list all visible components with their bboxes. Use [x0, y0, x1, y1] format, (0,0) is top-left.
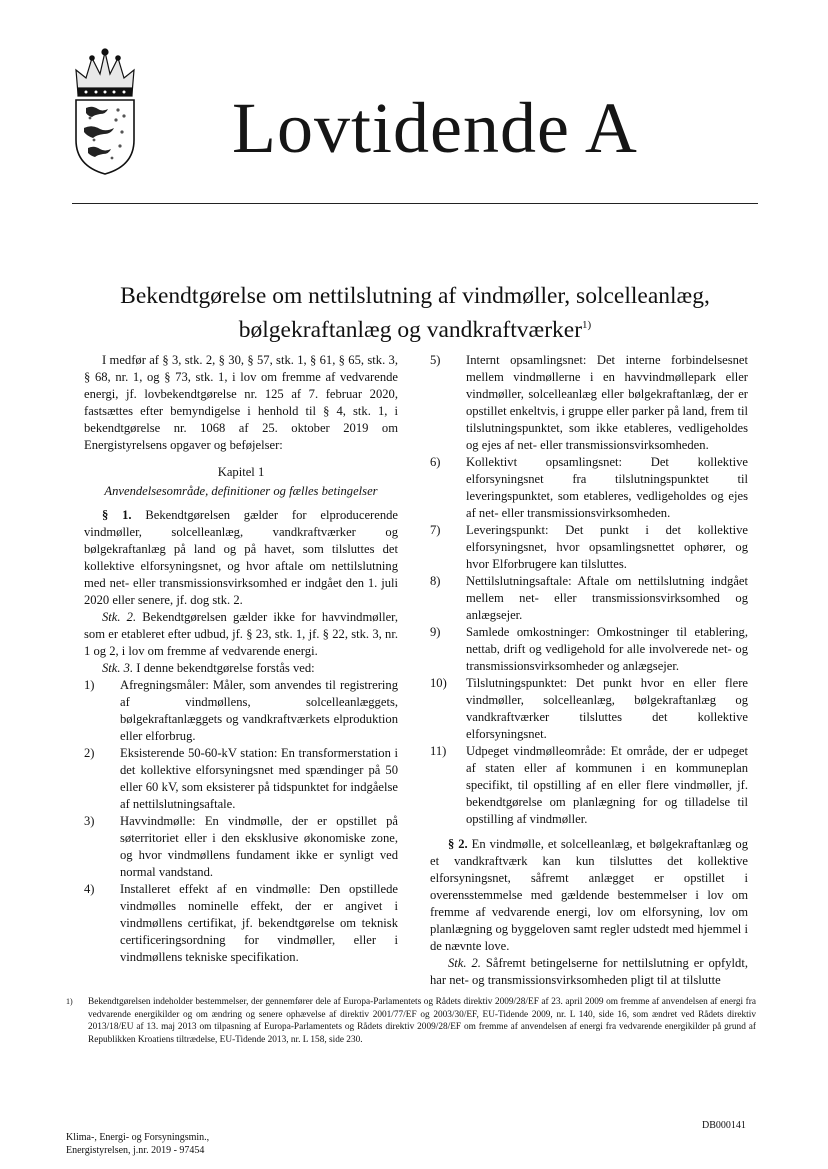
item-text: Samlede omkostninger: Omkostninger til etablering, nettab, drift og vedligehold for alle involverede net- og transmissionsvirksomheder og anlægsejer. [466, 625, 748, 673]
definition-item [430, 573, 748, 624]
ministry-reference [66, 1131, 209, 1157]
item-number: 2) [84, 746, 95, 760]
footnote-text: Bekendtgørelsen indeholder bestemmelser, der gennemfører dele af Europa-Parlamentets og Rådets direktiv 2009/28/EF af 23. april 2009 om fremme af anvendelsen af energi fra vedvarende energikilder og om ændring og senere ophævelse af direktiv 2001/77/EF og 2003/30/EF, EU-Tidende 2009, nr. L 140, side 16, som ændret ved Rådets direktiv 2013/18/EU af 13. maj 2013 om tilpasning af Europa-Parlamentets og Rådets direktiv 2009/28/EF om fremme af anvendelsen af energi fra vedvarende energikilder på grund af Republikken Kroatiens tiltrædelse, EU-Tidende 2013, nr. L 158, side 230. [88, 997, 756, 1045]
title-footnote-ref[interactable]: 1) [582, 319, 592, 331]
definition-item [84, 881, 398, 966]
chapter-subtitle: Anvendelsesområde, definitioner og fælles betingelser [104, 484, 378, 498]
section-2-stk-2-label: Stk. 2. [448, 956, 481, 970]
item-text: Tilslutningspunktet: Det punkt hvor en eller flere vindmøller, solcelleanlæg, bølgekraftanlæg og vandkraftværker tilsluttes det kollektive elforsyningsnet. [466, 676, 748, 741]
item-text: Udpeget vindmølleområde: Et område, der er udpeget af staten eller af kommunen i en kommuneplan specifikt, til opstilling af en eller flere vindmøller, jf. bekendtgørelse om planlægning for og tilladelse til opstilling af vindmøller. [466, 744, 748, 826]
footnote-mark: 1) [66, 997, 73, 1006]
document-title-text: Bekendtgørelse om nettilslutning af vindmøller, solcelleanlæg, bølgekraftanlæg og vandkraftværker [120, 283, 710, 343]
section-2-stk-2-text: Såfremt betingelserne for nettilslutning er opfyldt, har net- og transmissionsvirksomheden pligt til at tilslutte [430, 956, 748, 987]
section-1-stk-2 [84, 609, 398, 660]
section-1-stk-3 [84, 660, 398, 677]
definition-item [84, 745, 398, 813]
left-column [84, 352, 398, 966]
item-number: 4) [84, 882, 95, 896]
footnote [66, 996, 756, 1046]
stk-2-label: Stk. 2. [102, 610, 137, 624]
item-text: Leveringspunkt: Det punkt i det kollektive elforsyningsnet, hvor opsamlingsnettet ophører, og hvor Elforbrugere kan tilsluttes. [466, 523, 748, 571]
section-2-mark: § 2. [448, 837, 468, 851]
item-number: 9) [430, 625, 441, 639]
intro-paragraph: I medfør af § 3, stk. 2, § 30, § 57, stk. 1, § 61, § 65, stk. 3, § 68, nr. 1, og § 73, stk. 1, i lov om fremme af vedvarende energi, jf. lovbekendtgørelse nr. 125 af 7. februar 2020, fastsættes efter bemyndigelse i henhold til § 4, stk. 1, i bekendtgørelse nr. 1068 af 25. oktober 2019 om Energistyrelsens opgaver og beføjelser: [84, 353, 398, 452]
stk-2-text: Bekendtgørelsen gælder ikke for havvindmøller, som er etableret efter udbud, jf. § 23, stk. 1, jf. § 22, stk. 3, nr. 1 og 2, i lov om fremme af vedvarende energi. [84, 610, 398, 658]
definition-item [430, 675, 748, 743]
item-text: Kollektivt opsamlingsnet: Det kollektive elforsyningsnet fra tilslutningspunktet til leveringspunktet, som etableres, vedligeholdes og ejes af net- eller transmissionsvirksomheden. [466, 455, 748, 520]
item-number: 11) [430, 744, 447, 758]
definition-item [430, 352, 748, 454]
publication-masthead: Lovtidende A [232, 88, 638, 168]
item-text: Afregningsmåler: Måler, som anvendes til registrering af vindmøllens, solcelleanlæggets, bølgekraftanlæggets og vandkraftværkets elproduktion eller elforbrug. [120, 678, 398, 743]
item-number: 10) [430, 676, 447, 690]
definition-item [84, 677, 398, 745]
section-1-mark: § 1. [102, 508, 132, 522]
danish-royal-crest-icon [72, 48, 138, 176]
item-text: Internt opsamlingsnet: Det interne forbindelsesnet mellem vindmøllerne i en havvindmøllepark eller vindmøller, solcelleanlæg eller bølgekraftanlæg, der er opstillet enkeltvis, i gruppe eller parker på land, frem til tilslutningspunktet, som ikke etableres, vedligeholdes og ejes af net- eller transmissionsvirksomheden. [466, 353, 748, 452]
chapter-heading: Kapitel 1 [217, 465, 265, 479]
definition-item [430, 624, 748, 675]
stk-3-text: I denne bekendtgørelse forstås ved: [133, 661, 315, 675]
item-number: 7) [430, 523, 441, 537]
item-text: Installeret effekt af en vindmølle: Den opstillede vindmølles nominelle effekt, der er angivet i vindmøllens certifikat, jf. bekendtgørelse om teknisk certificeringsordning for vindmøller, eller i vindmøllens tekniske specifikation. [120, 882, 398, 964]
section-2-text: En vindmølle, et solcelleanlæg, et bølgekraftanlæg og et vandkraftværk kan kun tilsluttes det kollektive elforsyningsnet, såfremt anlægget er opstillet i overensstemmelse med gældende bestemmelser i lov om fremme af vedvarende energi, lov om elforsyning, lov om planlægning og byggeloven samt regler udstedt med hjemmel i de nævnte love. [430, 837, 748, 953]
item-number: 5) [430, 353, 441, 367]
definition-item [430, 454, 748, 522]
definition-item [84, 813, 398, 881]
item-number: 6) [430, 455, 441, 469]
item-number: 8) [430, 574, 441, 588]
section-2-stk-2 [430, 955, 748, 989]
header-rule [72, 203, 758, 204]
item-text: Eksisterende 50-60-kV station: En transformerstation i det kollektive elforsyningsnet med spændinger på 50 eller 60 kV, som eksisterer på tidspunktet for indgåelse af nettilslutningsaftale. [120, 746, 398, 811]
item-text: Nettilslutningsaftale: Aftale om nettilslutning indgået mellem net- eller transmissionsvirksomhed og anlægsejer. [466, 574, 748, 622]
stk-3-label: Stk. 3. [102, 661, 134, 675]
section-2 [430, 836, 748, 955]
section-1 [84, 507, 398, 609]
definition-item [430, 743, 748, 828]
ministry-line-1: Klima-, Energi- og Forsyningsmin., [66, 1132, 210, 1143]
item-number: 3) [84, 814, 95, 828]
document-title [60, 282, 770, 345]
ministry-line-2: Energistyrelsen, j.nr. 2019 - 97454 [66, 1145, 205, 1156]
document-number: DB000141 [702, 1120, 746, 1131]
section-1-text: Bekendtgørelsen gælder for elproducerende vindmøller, solcelleanlæg, vandkraftværker og bølgekraftanlæg på land og på havet, som tilsluttes det kollektive elforsyningsnet, og hvor aftale om nettilslutning med net- eller transmissionsvirksomhed er indgået den 1. juli 2020 eller senere, jf. dog stk. 2. [84, 508, 399, 607]
right-column [430, 352, 748, 989]
item-text: Havvindmølle: En vindmølle, der er opstillet på søterritoriet eller i den eksklusive økonomiske zone, og hvor vindmøllens fundament ikke er synligt ved normal vandstand. [120, 814, 398, 879]
definition-item [430, 522, 748, 573]
item-number: 1) [84, 678, 95, 692]
